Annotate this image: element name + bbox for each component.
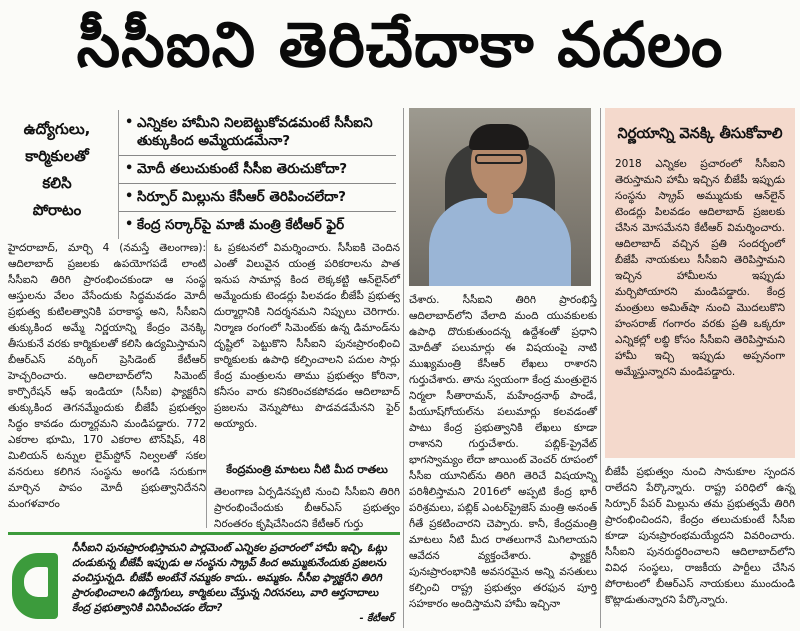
kicker [8, 116, 106, 231]
kicker-line: కార్మికులతో [25, 147, 89, 165]
highlight-bullets [118, 110, 396, 239]
portrait-photo [409, 108, 591, 286]
bullet-item: • కేంద్ర సర్కార్‌పై మాజీ మంత్రి కేటీఆర్ ఫైర్ [125, 217, 345, 233]
kicker-line: కలిసి [42, 174, 72, 192]
article-column-2: ఓ ప్రకటనలో విమర్శించారు. సీసీఐకి చెందిన ఎంతో విలువైన యంత్ర పరికరాలను పాత ఇనుప సామాన్ల కింద లెక్కకట్టి ఆన్‌లైన్‌లో అమ్మేందుకు టెండర్లు పిలవడం బీజేపీ ప్రభుత్వ దుర్మార్గానికి నిదర్శనమని నిప్పులు చెరిగారు. నిర్మాణ రంగంలో సిమెంట్‌కు ఉన్న డిమాండ్‌ను దృష్టిలో పెట్టుకొని సీసీఐని పునఃప్రారంభించి కార్మికులకు ఉపాధి కల్పించాలని పదుల సార్లు కేంద్ర మంత్రులను తాము ప్రభుత్వం కోరినా, కనీసం వారు కనికరించకపోవడం ఆదిలాబాద్ ప్రజలను వెన్నుపోటు పొడవడమేనని ఫైర్ అయ్యారు. [214, 242, 400, 430]
sidebar-title: నిర్ణయాన్ని వెనక్కి తీసుకోవాలి [617, 126, 783, 142]
bullet-dot-icon: • [125, 189, 134, 204]
article-column-1: హైదరాబాద్, మార్చి 4 (నమస్తే తెలంగాణ): ఆదిలాబాద్ ప్రజలకు ఉపయోగపడే లాంటి సీసీఐని తిరిగి ప్రారంభించకుండా ఆ సంస్థ ఆస్తులను వేలం వేసేందుకు సిద్ధమవడం మోదీ ప్రభుత్వ కుటిలత్వానికి పరాకాష్ఠ అని, సీసీఐని తుక్కుకింద అమ్మే నిర్ణయాన్ని కేంద్రం వెనక్కి తీసుకునే వరకు కార్మికులతో కలిసి ఉద్యమిస్తామని బీఆర్‌ఎస్ వర్కింగ్ ప్రెసిడెంట్ కేటీఆర్ హెచ్చరించారు. ఆదిలాబాద్‌లోని సిమెంట్ కార్పొరేషన్ ఆఫ్ ఇండియా (సీసీఐ) ఫ్యాక్టరీని తుక్కుకింద తెగనమ్మేందుకు బీజేపీ ప్రభుత్వం సిద్ధం కావడం దుర్మార్గమని మండిపడ్డారు. 772 ఎకరాల భూమి, 170 ఎకరాల టౌన్‌షిప్, 48 మిలియన్ టన్నుల లైమ్‌స్టోన్ నిల్వలతో సకల వనరులు కలిగిన సంస్థను అంగడి సరుకుగా మార్చిన పాపం మోదీ ప్రభుత్వానిదేనని మంగళవారం [8, 242, 206, 510]
kicker-line: ఉద్యోగులు, [23, 120, 91, 138]
bullet-dot-icon: • [125, 115, 134, 130]
sidebar-text: 2018 ఎన్నికల ప్రచారంలో సీసీఐని తెరుస్తామని హామీ ఇచ్చిన బీజేపీ ఇప్పుడు సంస్థను స్క్రాప్ అమ్ముదుకు ఆన్‌లైన్ టెండర్లు పిలవడం ఆదిలాబాద్ ప్రజలకు చేసిన మోసమేనని కేటీఆర్ విమర్శించారు. ఆదిలాబాద్ వచ్చిన ప్రతి సందర్భంలో బీజేపీ నాయకులు సీసీఐని తెరిపిస్తామని ఇచ్చిన హామీలను ఇప్పుడు మర్చిపోయారని మండిపడ్డారు. కేంద్ర మంత్రులు అమిత్‌షా నుంచి మొదలుకొని హంసరాజ్ గంగారం వరకు ప్రతి ఒక్కరూ ఎన్నికల్లో లబ్ధి కోసం సీసీఐని తెరిపిస్తామని హామీ ఇచ్చి ఇప్పుడు అప్పనంగా అమ్మేస్తున్నారని మండిపడ్డారు. [615, 158, 785, 378]
article-column-4: బీజేపీ ప్రభుత్వం నుంచి సానుకూల స్పందన రాలేదని పేర్కొన్నారు. రాష్ట్ర పరిధిలో ఉన్న సిర్పూర్ పేపర్ మిల్లును తమ ప్రభుత్వమే తిరిగి ప్రారంభించిందని, కేంద్రం తలుచుకుంటే సీసీఐ కూడా పునఃప్రారంభమయ్యేదని వివరించారు. సీసీఐని పునరుద్ధరించాలని ఆదిలాబాద్‌లోని వివిధ సంస్థలు, రాజకీయ పార్టీలు చేసిన పోరాటంలో బీఆర్‌ఎస్ నాయకులు ముందుండి కొట్లాడుతున్నారని పేర్కొన్నారు. [605, 466, 795, 606]
bullet-dot-icon: • [125, 217, 134, 232]
sidebar-box [605, 108, 795, 458]
bullet-dot-icon: • [125, 161, 134, 176]
quote-icon [12, 553, 58, 619]
quote-text: సీసీఐని పునఃప్రారంభిస్తామని పార్లమెంట్ ఎన్నికల ప్రచారంలో హామీ ఇచ్చి, ఓట్లు దండుకున్న బీజేపీ ఇప్పుడు ఆ సంస్థను స్క్రాప్ కింద అమ్ముకునేందుకు ప్రజలను వంచిస్తున్నది. బీజేపీ అంటేనే నమ్మకం కాదు.. అమ్మకం. సీసీఐ ఫ్యాక్టరీని తిరిగి ప్రారంభించాలని ఉద్యోగులు, కార్మికులు చేస్తున్న నిరసనలు, వారి ఆర్తనాదాలు కేంద్ర ప్రభుత్వానికి వినిపించడం లేదా? [72, 542, 387, 614]
quote-author: - కేటీఆర్ [359, 613, 394, 624]
page-headline: సీసీఐని తెరిచేదాకా వదలం [76, 8, 724, 81]
article-column-2b [214, 456, 400, 532]
bullet-item: • సిర్పూర్ మిల్లును కేసీఆర్ తెరిపించలేదా? [119, 184, 396, 212]
pull-quote [8, 532, 400, 628]
article-column-3: చేశారు. సీసీఐని తిరిగి ప్రారంభిస్తే ఆదిలాబాద్‌లోని వేలాది మంది యువకులకు ఉపాధి దొరుకుతుందన్న ఉద్దేశంతో ప్రధాని మోదీతో పలుమార్లు ఈ విషయంపై నాటి ముఖ్యమంత్రి కేసీఆర్ లేఖలు రాశారని గుర్తుచేశారు. తాను స్వయంగా కేంద్ర మంత్రులైన నిర్మలా సీతారామన్, మహేంద్రనాథ్ పాండే, పీయూష్‌గోయల్‌ను పలుమార్లు కలవడంతో పాటు కేంద్ర ప్రభుత్వానికి లేఖలు కూడా రాశానని గుర్తుచేశారు. పబ్లిక్-ప్రైవేట్ భాగస్వామ్యం లేదా జాయింట్ వెంచర్ రూపంలో సీసీఐ యూనిట్‌ను తిరిగి తెరిచే విషయాన్ని పరిశీలిస్తామని 2016లో అప్పటి కేంద్ర భారీ పరిశ్రమలు, పబ్లిక్ ఎంటర్‌ప్రైజెస్ మంత్రి అనంత్ గీతే ప్రకటించారని చెప్పారు. కానీ, కేంద్రమంత్రి మాటలు నీటి మీద రాతలుగానే మిగిలాయని ఆవేదన వ్యక్తంచేశారు. ఫ్యాక్టరీ పునఃప్రారంభానికి అవసరమైన అన్ని వసతులు కల్పించి రాష్ట్ర ప్రభుత్వం తరఫున పూర్తి సహకారం అందిస్తామని హామీ ఇచ్చినా [409, 294, 597, 610]
bullet-item: • ఎన్నికల హామీని నిలబెట్టుకోవడమంటే సీసీఐని తుక్కుకింద అమ్మేయడమేనా? [119, 110, 396, 156]
kicker-line: పోరాటం [32, 201, 82, 219]
article-subhead: కేంద్రమంత్రి మాటలు నీటి మీద రాతలు [226, 463, 388, 476]
article-text: తెలంగాణ ఏర్పడినప్పటి నుంచి సీసీఐని తిరిగి ప్రారంభించేందుకు బీఆర్‌ఎస్ ప్రభుత్వం నిరంతరం కృషిచేసిందని కేటీఆర్ గుర్తు [214, 486, 400, 530]
bullet-item: • మోదీ తలుచుకుంటే సీసీఐ తెరుచుకోదా? [119, 156, 396, 184]
